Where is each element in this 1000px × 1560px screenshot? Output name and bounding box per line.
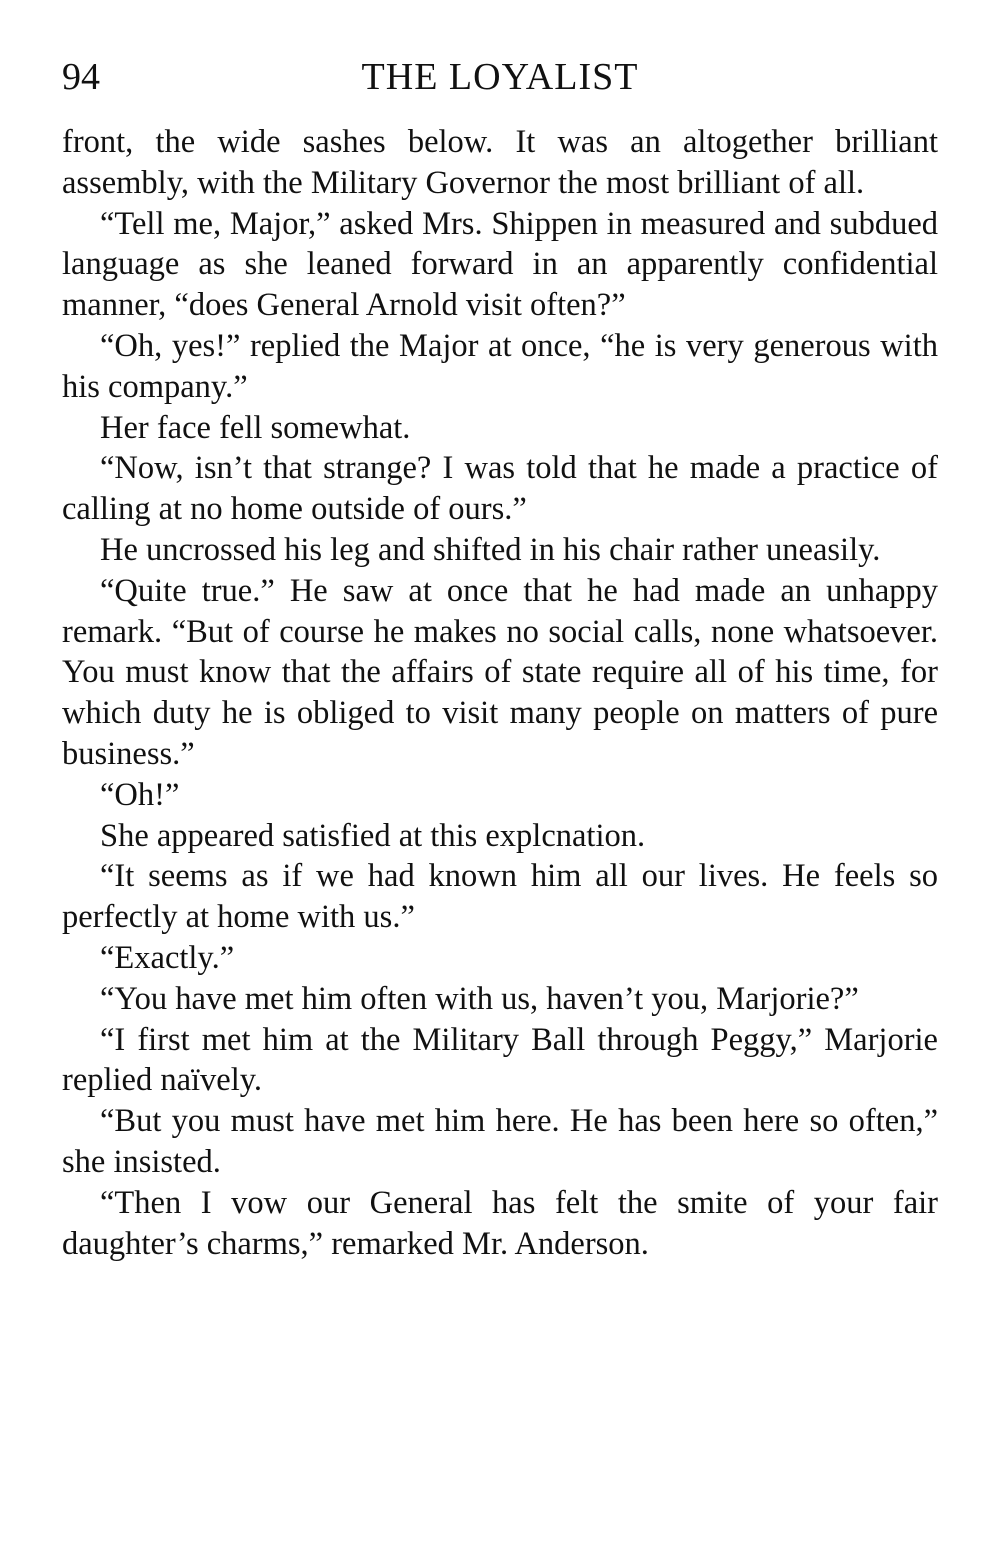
- paragraph: “I first met him at the Military Ball through Peggy,” Marjorie replied naïvely.: [62, 1021, 938, 1099]
- paragraph: “Exactly.”: [100, 939, 235, 976]
- paragraph: “Oh!”: [100, 776, 180, 813]
- paragraph: “Now, isn’t that strange? I was told that he made a practice of calling at no home outside of ours.”: [62, 450, 938, 528]
- paragraph: “Then I vow our General has felt the smite of your fair daughter’s charms,” remarked Mr. Anderson.: [62, 1184, 938, 1262]
- paragraph: He uncrossed his leg and shifted in his chair rather uneasily.: [100, 531, 881, 568]
- book-page: [62, 52, 938, 1264]
- paragraph: “But you must have met him here. He has been here so often,” she insisted.: [62, 1103, 938, 1180]
- paragraph: front, the wide sashes below. It was an altogether brilliant assembly, with the Military Governor the most brilliant of all.: [62, 124, 938, 201]
- paragraph: “Tell me, Major,” asked Mrs. Shippen in measured and subdued language as she leaned forward in an apparently confidential manner, “does General Arnold visit often?”: [62, 205, 938, 324]
- paragraph: “Oh, yes!” replied the Major at once, “he is very generous with his company.”: [62, 327, 938, 405]
- page-number: 94: [62, 56, 100, 98]
- paragraph: “You have met him often with us, haven’t you, Marjorie?”: [100, 980, 859, 1017]
- paragraph: “It seems as if we had known him all our lives. He feels so perfectly at home with us.”: [62, 858, 938, 936]
- paragraph: “Quite true.” He saw at once that he had made an unhappy remark. “But of course he makes no social calls, none whatsoever. You must know that the affairs of state require all of his time, for which duty he is obliged to visit many people on matters of pure business.”: [62, 572, 938, 772]
- paragraph: Her face fell somewhat.: [100, 409, 411, 446]
- book-title: THE LOYALIST: [361, 56, 639, 98]
- paragraph: She appeared satisfied at this explcnation.: [100, 817, 646, 854]
- running-head: [62, 52, 938, 102]
- body-text: [62, 122, 938, 1264]
